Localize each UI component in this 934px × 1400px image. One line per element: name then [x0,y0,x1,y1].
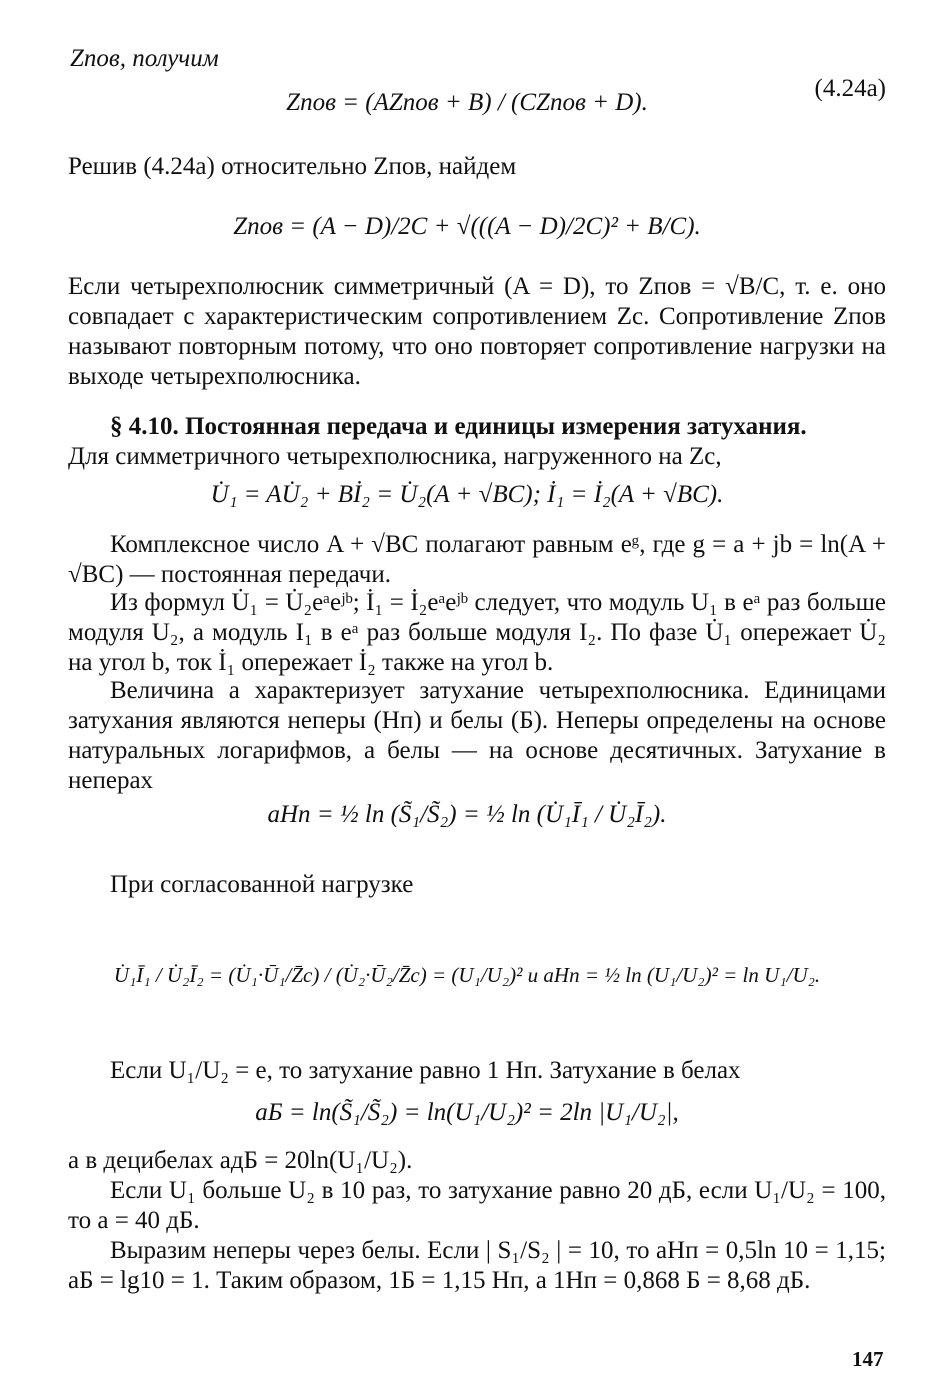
equation-label-4-24a: (4.24а) [814,75,886,102]
matched-load-line: При согласованной нагрузке [110,871,414,898]
paragraph-ten-times: Если U₁ больше U₂ в 10 раз, то затухание равно 20 дБ, если U₁/U₂ = 100, то a = 40 дБ. [68,1177,886,1234]
paragraph-express: Выразим неперы через белы. Если | S₁/S₂ | = 10, то aНп = 0,5ln 10 = 1,15; aБ = lg10 = 1. Таким образом, 1Б = 1,15 Нп, а 1Нп = 0,868 Б = 8,68 дБ. [68,1237,886,1294]
intro-line: Zпов, получим [70,45,219,72]
paragraph-bels: Если U₁/U₂ = e, то затухание равно 1 Нп. Затухание в белах [110,1057,741,1084]
page-number: 147 [852,1347,884,1371]
equation-solution: Zпов = (A − D)/2C + √(((A − D)/2C)² + B/C). [233,213,701,240]
equation-neper: aНп = ½ ln (S̃₁/S̃₂) = ½ ln (U̇₁Ī₁ / U̇₂Ī₂). [267,801,667,828]
solve-line: Решив (4.24а) относительно Zпов, найдем [68,153,517,180]
equation-symmetric: U̇₁ = AU̇₂ + Bİ₂ = U̇₂(A + √BC); İ₁ = İ₂(A + √BC). [210,481,724,508]
paragraph-attenuation: Величина a характеризует затухание четырехполюсника. Единицами затухания являются неперы (Нп) и белы (Б). Неперы определены на основе натуральных логарифмов, а белы — на основе десятичных. Затухание в неперах [68,677,886,794]
equation-4-24a: Zпов = (AZпов + B) / (CZпов + D). [286,89,648,116]
paragraph-complex: Комплексное число A + √BC полагают равным eᵍ, где g = a + jb = ln(A + √BC) — постоянная передачи. [68,531,886,588]
decibels-line: а в децибелах aдБ = 20ln(U₁/U₂). [68,1147,413,1174]
section-lead: Для симметричного четырехполюсника, нагруженного на Zc, [68,443,722,470]
paragraph-formulas: Из формул U̇₁ = U̇₂eᵃeʲᵇ; İ₁ = İ₂eᵃeʲᵇ следует, что модуль U₁ в eᵃ раз больше модуля U₂, а модуль I₁ в eᵃ раз больше модуля I₂. По фазе U̇₁ опережает U̇₂ на угол b, ток İ₁ опережает İ₂ также на угол b. [68,589,886,676]
paragraph-symmetric: Если четырехполюсник симметричный (A = D), то Zпов = √B/C, т. е. оно совпадает с характеристическим сопротивлением Zc. Сопротивление Zпов называют повторным потому, что оно повторяет сопротивление нагрузки на выходе четырехполюсника. [68,273,886,390]
equation-bels: aБ = ln(S̃₁/S̃₂) = ln(U₁/U₂)² = 2ln |U₁/U₂|, [255,1099,679,1126]
equation-matched: U̇₁Ī₁ / U̇₂Ī₂ = (U̇₁·Ū₁/Z̄c) / (U̇₂·Ū₂/Z̄c) = (U₁/U₂)² и aНп = ½ ln (U₁/U₂)² = ln U₁/U₂. [113,963,821,987]
section-heading: § 4.10. Постоянная передача и единицы измерения затухания. [110,413,807,440]
